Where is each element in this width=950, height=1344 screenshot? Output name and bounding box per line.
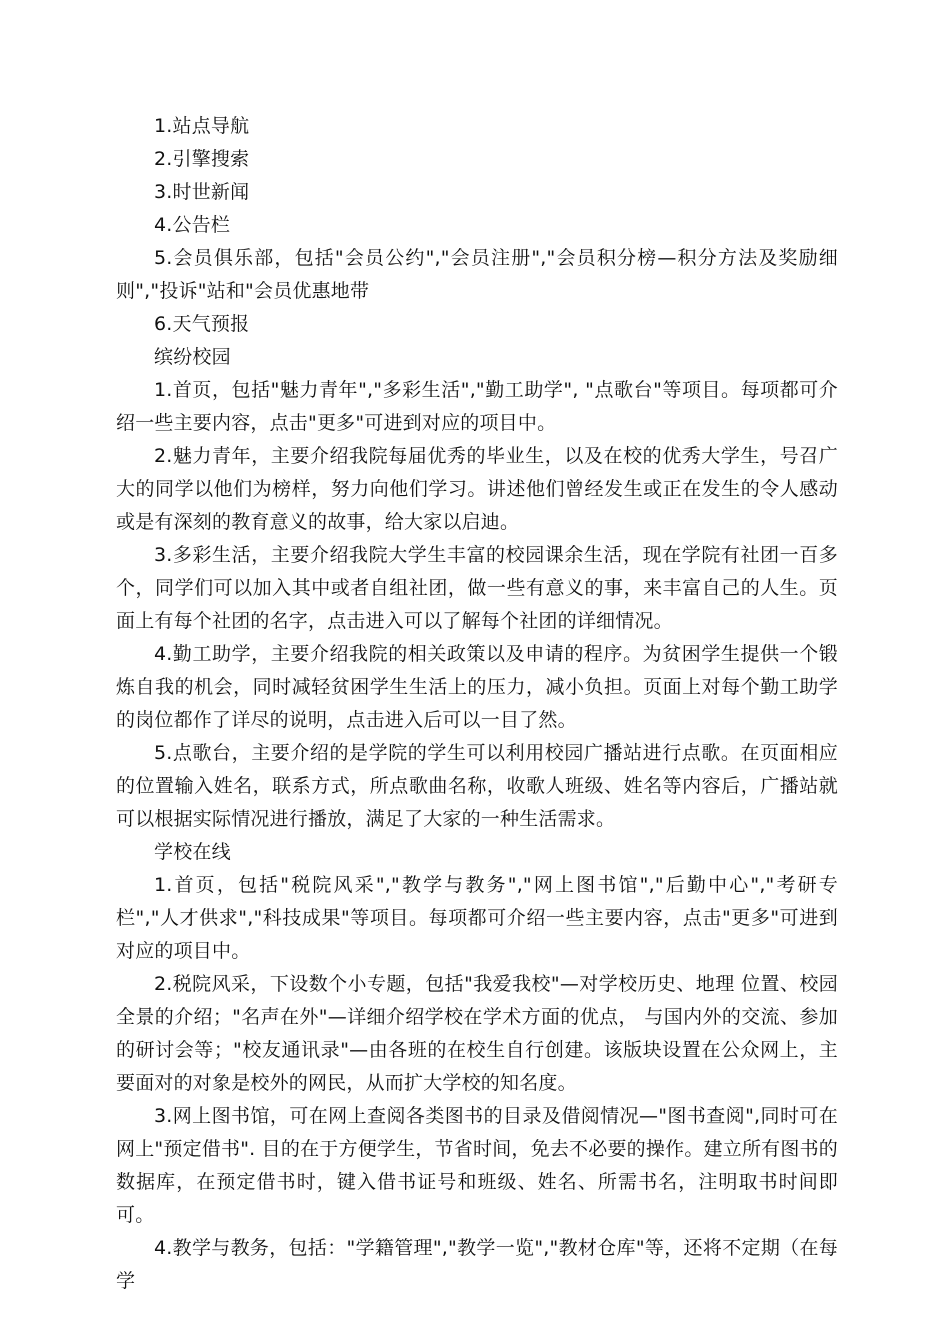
paragraph-work-study: 4.勤工助学，主要介绍我院的相关政策以及申请的程序。为贫困学生提供一个锻炼自我的机会，同时减轻贫困学生生活上的压力，减小负担。页面上对每个勤工助学的岗位都作了详尽的说明，点击进入后可以一目了然。 <box>116 643 838 731</box>
paragraph-school-style: 2.税院风采，下设数个小专题，包括"我爱我校"—对学校历史、地理 位置、校园全景的介绍；"名声在外"—详细介绍学校在学术方面的优点， 与国内外的交流、参加的研讨会等；"校友通讯录"—由各班的在校生自行创建。该版块设置在公众网上，主要面对的对象是校外的网民，从而扩大学校的知名度。 <box>116 973 838 1094</box>
paragraph-colorful-life: 3.多彩生活，主要介绍我院大学生丰富的校园课余生活，现在学院有社团一百多个，同学们可以加入其中或者自组社团，做一些有意义的事，来丰富自己的人生。页面上有每个社团的名字，点击进入可以了解每个社团的详细情况。 <box>116 544 838 632</box>
paragraph-campus-home: 1.首页，包括"魅力青年","多彩生活","勤工助学", "点歌台"等项目。每项都可介绍一些主要内容，点击"更多"可进到对应的项目中。 <box>116 379 838 434</box>
paragraph-nav: 1.站点导航 <box>154 115 250 137</box>
paragraph-teaching-affairs: 4.教学与教务，包括："学籍管理","教学一览","教材仓库"等，还将不定期（在每学 <box>116 1237 838 1292</box>
paragraph-online-library: 3.网上图书馆，可在网上查阅各类图书的目录及借阅情况—"图书查阅",同时可在网上"预定借书". 目的在于方便学生，节省时间，免去不必要的操作。建立所有图书的数据库，在预定借书时，键入借书证号和班级、姓名、所需书名，注明取书时间即可。 <box>116 1105 838 1226</box>
paragraph-charm-youth: 2.魅力青年，主要介绍我院每届优秀的毕业生，以及在校的优秀大学生，号召广大的同学以他们为榜样，努力向他们学习。讲述他们曾经发生或正在发生的令人感动或是有深刻的教育意义的故事，给大家以启迪。 <box>116 445 838 533</box>
paragraph-school-home: 1.首页，包括"税院风采","教学与教务","网上图书馆","后勤中心","考研专栏","人才供求","科技成果"等项目。每项都可介绍一些主要内容，点击"更多"可进到对应的项目中。 <box>116 874 838 962</box>
paragraph-news: 3.时世新闻 <box>154 181 250 203</box>
section-heading-school-online: 学校在线 <box>154 841 231 863</box>
paragraph-member-club: 5.会员俱乐部，包括"会员公约","会员注册","会员积分榜—积分方法及奖励细则","投诉"站和"会员优惠地带 <box>116 247 838 302</box>
paragraph-bulletin: 4.公告栏 <box>154 214 231 236</box>
document-body <box>116 110 838 1298</box>
section-heading-campus: 缤纷校园 <box>154 346 231 368</box>
paragraph-search: 2.引擎搜索 <box>154 148 250 170</box>
paragraph-song-request: 5.点歌台，主要介绍的是学院的学生可以利用校园广播站进行点歌。在页面相应的位置输入姓名，联系方式，所点歌曲名称，收歌人班级、姓名等内容后，广播站就可以根据实际情况进行播放，满足了大家的一种生活需求。 <box>116 742 838 830</box>
paragraph-weather: 6.天气预报 <box>154 313 250 335</box>
